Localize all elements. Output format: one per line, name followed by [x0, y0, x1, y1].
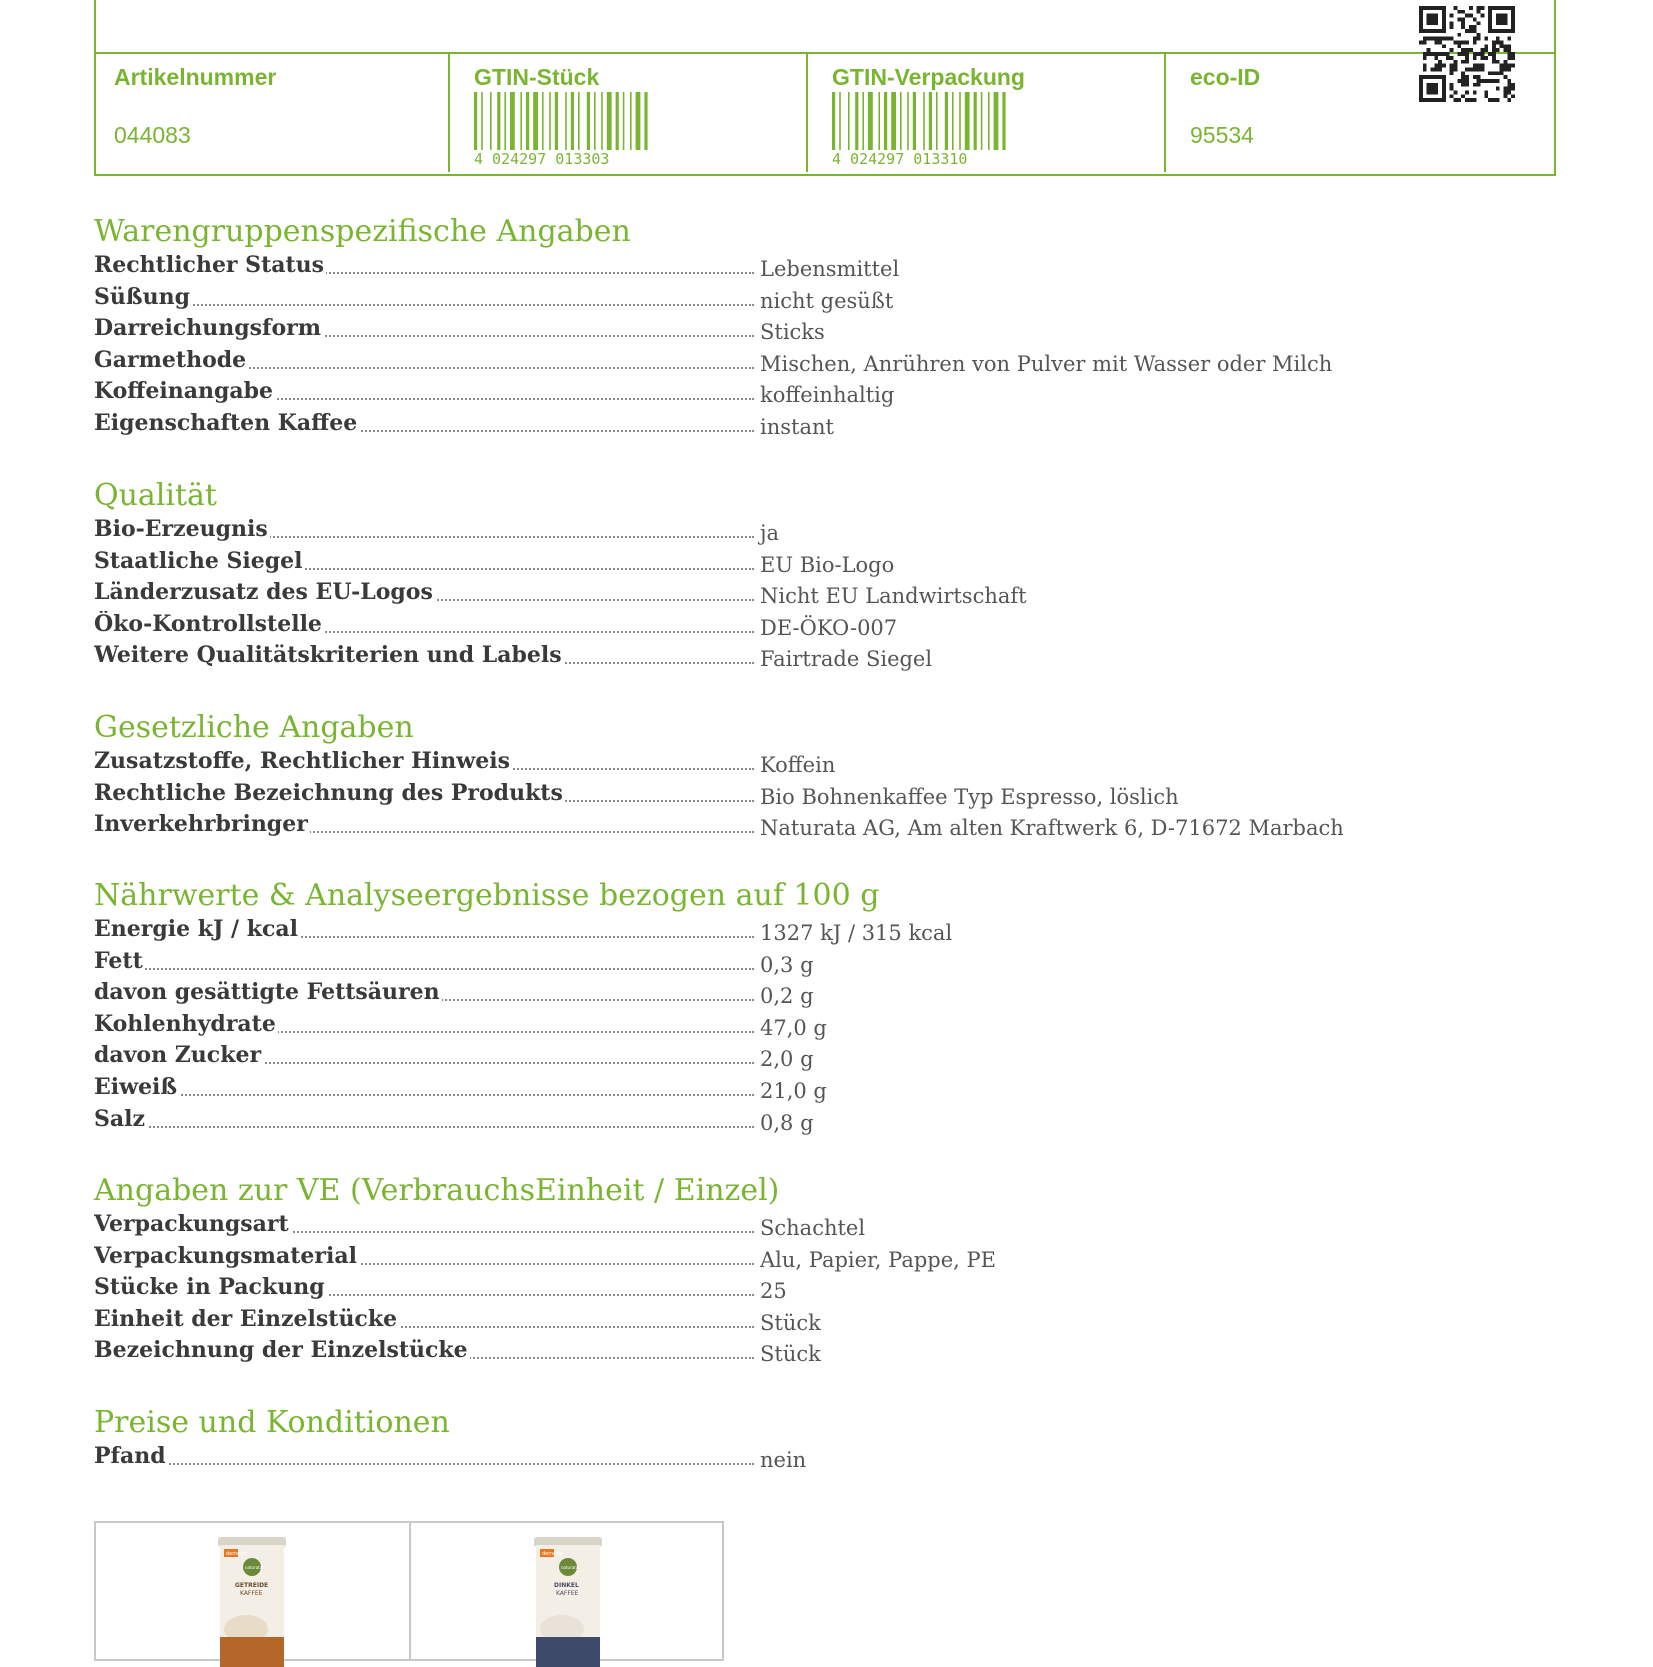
product-image-gallery	[94, 1521, 724, 1661]
detail-label-text: davon Zucker	[94, 1042, 262, 1069]
product-image-getreide-kaffee	[216, 1537, 288, 1667]
gtin-package-barcode	[832, 92, 1012, 166]
article-number-cell	[96, 56, 448, 170]
detail-value: Lebensmittel	[760, 257, 900, 281]
detail-label	[94, 284, 754, 315]
detail-label	[94, 516, 754, 547]
detail-value: 0,2 g	[760, 984, 814, 1009]
detail-row	[94, 948, 1344, 980]
detail-label	[94, 811, 754, 842]
gtin-piece-barcode-text: 4 024297 013303	[474, 150, 610, 166]
detail-row	[94, 1011, 1344, 1043]
detail-label-text: Inverkehrbringer	[94, 811, 308, 838]
detail-row	[94, 579, 1344, 611]
detail-row	[94, 1074, 1344, 1106]
detail-value: Naturata AG, Am alten Kraftwerk 6, D-71672 Marbach	[760, 816, 1344, 841]
detail-label	[94, 1306, 754, 1337]
detail-label-text: Pfand	[94, 1443, 166, 1469]
detail-label	[94, 548, 754, 579]
divider	[96, 52, 1554, 54]
demeter-badge: demeter	[226, 1551, 248, 1557]
detail-row	[94, 347, 1344, 379]
dot-leader	[94, 1126, 754, 1128]
detail-label	[94, 1042, 754, 1073]
product-name: GETREIDE	[235, 1582, 269, 1589]
detail-row	[94, 1443, 1344, 1475]
gtin-package-barcode-text: 4 024297 013310	[832, 150, 968, 166]
detail-value: 47,0 g	[760, 1015, 827, 1040]
detail-label	[94, 378, 754, 409]
eco-id-value: 95534	[1190, 122, 1254, 148]
detail-label	[94, 1074, 754, 1105]
detail-row	[94, 284, 1344, 316]
detail-label	[94, 642, 754, 673]
detail-label	[94, 948, 754, 979]
section	[94, 476, 1344, 674]
product-sub: KAFFEE	[556, 1590, 579, 1597]
detail-label-text: Energie kJ / kcal	[94, 916, 299, 942]
section-title: Angaben zur VE (VerbrauchsEinheit / Einzel)	[94, 1173, 780, 1208]
detail-value: EU Bio-Logo	[760, 552, 895, 577]
detail-row	[94, 1274, 1344, 1306]
detail-value: nicht gesüßt	[760, 288, 894, 313]
detail-row	[94, 642, 1344, 674]
detail-row	[94, 916, 1344, 948]
qr-code-icon	[1419, 6, 1515, 102]
detail-label-text: Eigenschaften Kaffee	[94, 409, 358, 436]
detail-row	[94, 1106, 1344, 1138]
detail-label	[94, 1211, 754, 1242]
detail-row	[94, 516, 1344, 548]
section	[94, 876, 1344, 1137]
detail-value: Alu, Papier, Pappe, PE	[760, 1247, 996, 1272]
section	[94, 1171, 1344, 1369]
demeter-badge: demeter	[542, 1551, 564, 1557]
detail-label	[94, 1011, 754, 1042]
detail-label	[94, 1243, 754, 1274]
detail-label	[94, 315, 754, 346]
detail-label-text: Fett	[94, 947, 143, 974]
brand-logo: naturata	[245, 1565, 263, 1570]
detail-row	[94, 811, 1344, 843]
gtin-package-cell	[806, 56, 1164, 170]
section-title: Qualität	[94, 478, 217, 513]
product-id-box	[94, 0, 1556, 176]
detail-row	[94, 748, 1344, 780]
brand-logo: naturata	[561, 1565, 579, 1570]
detail-row	[94, 378, 1344, 410]
detail-value: Bio Bohnenkaffee Typ Espresso, löslich	[760, 784, 1179, 809]
detail-value: Koffein	[760, 753, 836, 777]
detail-label-text: Süßung	[94, 283, 190, 310]
detail-value: 0,8 g	[760, 1110, 814, 1135]
detail-label-text: Salz	[94, 1105, 145, 1132]
detail-row	[94, 780, 1344, 812]
detail-label-text: Rechtliche Bezeichnung des Produkts	[94, 779, 563, 806]
detail-label-text: Bio-Erzeugnis	[94, 516, 268, 542]
detail-row	[94, 1306, 1344, 1338]
detail-value: instant	[760, 414, 834, 439]
detail-label-text: Verpackungsart	[94, 1211, 289, 1237]
detail-label	[94, 780, 754, 811]
section	[94, 212, 1344, 442]
section	[94, 708, 1344, 843]
detail-label	[94, 1106, 754, 1137]
gtin-piece-label: GTIN-Stück	[474, 64, 600, 90]
detail-value: Sticks	[760, 320, 825, 345]
detail-value: 2,0 g	[760, 1047, 814, 1072]
detail-label-text: Stücke in Packung	[94, 1274, 325, 1301]
detail-value: Schachtel	[760, 1216, 866, 1240]
dot-leader	[94, 1463, 754, 1465]
detail-label-text: Länderzusatz des EU-Logos	[94, 579, 433, 606]
detail-value: Mischen, Anrühren von Pulver mit Wasser oder Milch	[760, 351, 1333, 376]
detail-label	[94, 979, 754, 1010]
product-image-dinkel-kaffee	[532, 1537, 604, 1667]
detail-value: 0,3 g	[760, 952, 814, 977]
detail-label	[94, 1443, 754, 1474]
divider	[409, 1523, 411, 1659]
detail-label	[94, 916, 754, 947]
detail-value: 25	[760, 1279, 787, 1304]
section	[94, 1403, 1344, 1475]
detail-row	[94, 1211, 1344, 1243]
detail-row	[94, 548, 1344, 580]
detail-label-text: Öko-Kontrollstelle	[94, 610, 322, 637]
detail-row	[94, 410, 1344, 442]
detail-label	[94, 1337, 754, 1368]
detail-label-text: Eiweiß	[94, 1073, 178, 1100]
dot-leader	[94, 1094, 754, 1096]
detail-value: koffeinhaltig	[760, 383, 895, 408]
detail-row	[94, 979, 1344, 1011]
detail-label-text: Garmethode	[94, 346, 247, 373]
detail-value: DE-ÖKO-007	[760, 615, 898, 640]
detail-label-text: Kohlenhydrate	[94, 1010, 276, 1037]
detail-row	[94, 252, 1344, 284]
article-number-label: Artikelnummer	[114, 64, 277, 90]
article-number-value: 044083	[114, 122, 191, 148]
detail-value: Stück	[760, 1342, 821, 1367]
detail-label	[94, 579, 754, 610]
detail-label-text: Zusatzstoffe, Rechtlicher Hinweis	[94, 748, 510, 774]
detail-row	[94, 611, 1344, 643]
detail-label	[94, 611, 754, 642]
detail-label-text: Rechtlicher Status	[94, 252, 325, 278]
detail-label	[94, 410, 754, 441]
detail-label-text: Einheit der Einzelstücke	[94, 1305, 398, 1332]
detail-value: nein	[760, 1448, 807, 1472]
section-title: Preise und Konditionen	[94, 1405, 450, 1440]
detail-label-text: Bezeichnung der Einzelstücke	[94, 1337, 468, 1364]
product-name: DINKEL	[554, 1582, 579, 1589]
detail-value: Stück	[760, 1310, 821, 1335]
section-title: Nährwerte & Analyseergebnisse bezogen auf 100 g	[94, 878, 880, 913]
detail-label-text: Weitere Qualitätskriterien und Labels	[94, 642, 562, 669]
detail-label-text: Koffeinangabe	[94, 378, 273, 405]
detail-value: ja	[760, 521, 780, 545]
detail-row	[94, 1337, 1344, 1369]
detail-label	[94, 748, 754, 779]
detail-label	[94, 347, 754, 378]
detail-row	[94, 1243, 1344, 1275]
detail-row	[94, 1042, 1344, 1074]
detail-value: Nicht EU Landwirtschaft	[760, 584, 1027, 609]
detail-label-text: Darreichungsform	[94, 315, 322, 342]
section-title: Gesetzliche Angaben	[94, 710, 414, 745]
gtin-piece-cell	[448, 56, 806, 170]
detail-label	[94, 252, 754, 283]
product-sub: KAFFEE	[240, 1590, 263, 1597]
detail-label-text: Staatliche Siegel	[94, 547, 303, 574]
detail-label-text: davon gesättigte Fettsäuren	[94, 979, 440, 1006]
detail-value: 21,0 g	[760, 1078, 827, 1103]
gtin-package-label: GTIN-Verpackung	[832, 64, 1025, 90]
dot-leader	[94, 304, 754, 306]
detail-row	[94, 315, 1344, 347]
section-title: Warengruppenspezifische Angaben	[94, 214, 631, 249]
detail-value: 1327 kJ / 315 kcal	[760, 921, 953, 945]
detail-label	[94, 1274, 754, 1305]
detail-label-text: Verpackungsmaterial	[94, 1242, 357, 1269]
detail-value: Fairtrade Siegel	[760, 647, 933, 672]
gtin-piece-barcode	[474, 92, 654, 166]
dot-leader	[94, 968, 754, 970]
eco-id-label: eco-ID	[1190, 64, 1261, 90]
